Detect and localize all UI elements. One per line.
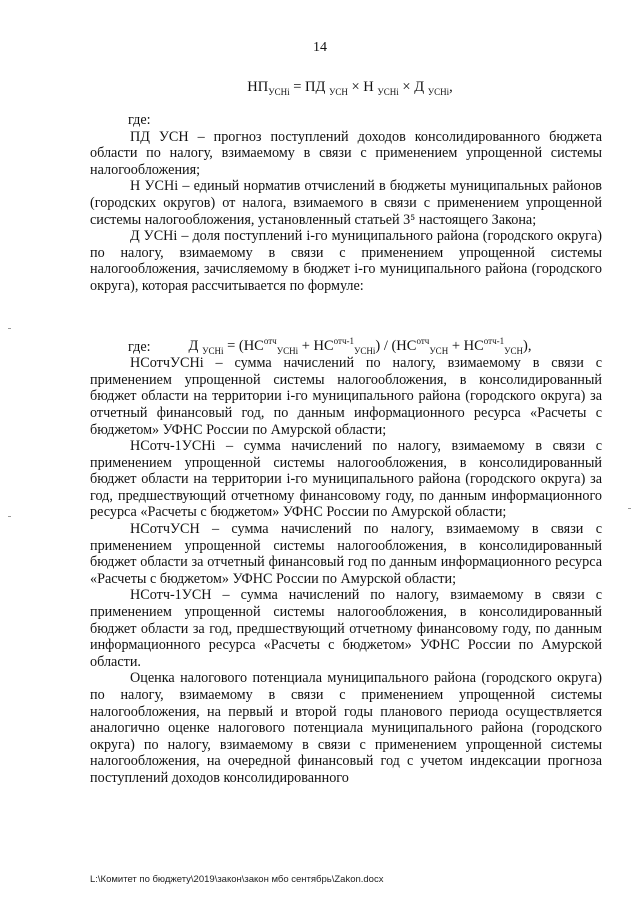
definition-ns-otch1-usn: НСотч-1УСН – сумма начислений по налогу, взимаемому в связи с применением упрощенной системы налогообложения, в консолидированный бюджет области за год, предшествующий отчетному финансовому году, по данным информационного ресурса «Расчеты с бюджетом» УФНС России по Амурской области. bbox=[90, 587, 602, 670]
scan-mark bbox=[8, 516, 11, 517]
definition-ns-otch1-usni: НСотч-1УСНi – сумма начислений по налогу, взимаемому в связи с применением упрощенной системы налогообложения, в консолидированный бюджет области на территории i-го муниципального района (городского округа) за год, предшествующий отчетному финансовому году, по данным информационного ресурса «Расчеты с бюджетом» УФНС России по Амурской области; bbox=[90, 438, 602, 521]
definition-ns-otch-usn: НСотчУСН – сумма начислений по налогу, взимаемому в связи с применением упрощенной системы налогообложения, в консолидированный бюджет области за отчетный финансовый год по данным информационного ресурса «Расчеты с бюджетом» УФНС России по Амурской области; bbox=[90, 521, 602, 587]
definition-d-usni: Д УСНi – доля поступлений i-го муниципального района (городского округа) по налогу, взимаемому в связи с применением упрощенной системы налогообложения, зачисляемому в бюджет i-го муниципального района (городского округа), которая рассчитывается по формуле: bbox=[90, 228, 602, 294]
where-label-2: где: bbox=[128, 338, 151, 355]
where-label: где: bbox=[128, 112, 151, 128]
document-body bbox=[90, 112, 602, 787]
formula-tax-potential: $НП_{УСНi}$ = ПД $_{УСН}$ × Н $_{УСНi}$ × Д $_{УСНi}$, bbox=[247, 79, 453, 97]
scan-mark bbox=[8, 328, 11, 329]
formula-share: Д $_{УСНi} = (НС^{отч}_{УСНi} + НС^{отч-1}_{УСНi}) / (НС^{отч}_{УСН} + НС^{отч-1}_{УСН})$, bbox=[188, 336, 532, 356]
page-number: 14 bbox=[313, 40, 327, 55]
scan-mark bbox=[628, 508, 631, 509]
definition-ns-otch-usni: НСотчУСНi – сумма начислений по налогу, взимаемому в связи с применением упрощенной системы налогообложения, в консолидированный бюджет области на территории i-го муниципального района (городского округа) за отчетный финансовый год, по данным информационного ресурса «Расчеты с бюджетом» УФНС России по Амурской области; bbox=[90, 355, 602, 438]
definition-n-usni: Н УСНi – единый норматив отчислений в бюджеты муниципальных районов (городских округов) от налога, взимаемого в связи с применением упрощенной системы налогообложения, установленный статьей 3⁵ настоящего Закона; bbox=[90, 178, 602, 228]
paragraph-planning-period: Оценка налогового потенциала муниципального района (городского округа) по налогу, взимаемому в связи с применением упрощенной системы налогообложения, на первый и второй годы планового периода осуществляется аналогично оценке налогового потенциала муниципального района (городского округа) по налогу, взимаемому в связи с применением упрощенной системы налогообложения, на очередной финансовый год с учетом индексации прогноза поступлений доходов консолидированного bbox=[90, 670, 602, 786]
footer-file-path: L:\Комитет по бюджету\2019\закон\закон мбо сентябрь\Zakon.docx bbox=[90, 874, 384, 885]
definition-pd-usn: ПД УСН – прогноз поступлений доходов консолидированного бюджета области по налогу, взимаемому в связи с применением упрощенной системы налогообложения; bbox=[90, 128, 602, 178]
